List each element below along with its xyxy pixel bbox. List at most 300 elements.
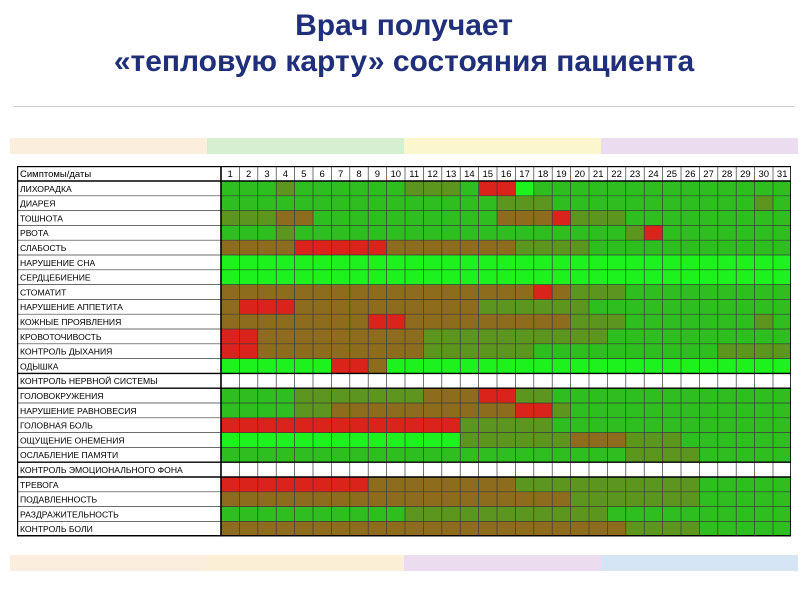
heatmap-cell [626,270,644,285]
heatmap-cell [405,211,423,226]
heatmap-cell [699,240,717,255]
heatmap-cell [350,329,368,344]
heatmap-cell [405,240,423,255]
date-label: 19 [556,169,567,180]
heatmap-cell [479,477,497,492]
heatmap-cell [497,285,515,300]
heatmap-cell [736,196,754,211]
heatmap-cell [442,344,460,359]
heatmap-cell [589,433,607,448]
heatmap-cell [497,477,515,492]
band-segment [10,555,207,571]
heatmap-cell [626,433,644,448]
heatmap-cell [295,403,313,418]
heatmap-cell [515,329,533,344]
heatmap-cell [644,225,662,240]
heatmap-cell [368,477,386,492]
heatmap-cell [460,285,478,300]
heatmap-cell [515,211,533,226]
heatmap-cell [552,255,570,270]
row-label: НАРУШЕНИЕ АППЕТИТА [20,302,123,313]
heatmap-cell [681,403,699,418]
heatmap-cell [387,240,405,255]
heatmap-cell [663,255,681,270]
heatmap-cell [571,196,589,211]
heatmap-cell [221,388,239,403]
heatmap-cell [534,299,552,314]
heatmap-cell [295,240,313,255]
heatmap-cell [331,403,349,418]
heatmap-cell [479,329,497,344]
heatmap-cell [442,447,460,462]
heatmap-cell [699,388,717,403]
heatmap-cell [699,492,717,507]
heatmap-cell [718,507,736,522]
date-label: 14 [464,169,475,180]
heatmap-cell [589,359,607,374]
heatmap-cell [368,299,386,314]
date-label: 31 [776,169,788,180]
heatmap-cell [515,299,533,314]
heatmap-cell [681,344,699,359]
heatmap-cell [387,225,405,240]
heatmap-cell [442,521,460,536]
row-label: РВОТА [20,228,49,239]
heatmap-cell [552,403,570,418]
heatmap-cell [258,462,276,477]
heatmap-cell [736,359,754,374]
heatmap-cell [497,507,515,522]
heatmap-cell [368,255,386,270]
heatmap-cell [258,521,276,536]
heatmap-cell [239,359,257,374]
heatmap-cell [368,225,386,240]
heatmap-cell [589,211,607,226]
heatmap-cell [239,211,257,226]
heatmap-cell [221,225,239,240]
heatmap-cell [589,225,607,240]
heatmap-cell [368,211,386,226]
heatmap-cell [534,211,552,226]
row-label: НАРУШЕНИЕ РАВНОВЕСИЯ [20,405,137,416]
heatmap-cell [755,403,773,418]
heatmap-cell [552,507,570,522]
heatmap-cell [350,211,368,226]
heatmap-cell [442,492,460,507]
heatmap-cell [221,418,239,433]
heatmap-cell [534,477,552,492]
heatmap-cell [571,299,589,314]
heatmap-cell [423,181,441,196]
heatmap-cell [773,433,791,448]
heatmap-cell [442,314,460,329]
row-label: НАРУШЕНИЕ СНА [20,257,96,268]
heatmap-cell [644,403,662,418]
heatmap-cell [718,181,736,196]
heatmap-cell [497,329,515,344]
heatmap-cell [552,433,570,448]
heatmap-cell [515,388,533,403]
heatmap-cell [552,462,570,477]
heatmap-cell [699,225,717,240]
title-divider [14,106,794,107]
date-label: 8 [356,169,362,180]
heatmap-cell [350,388,368,403]
heatmap-cell [221,507,239,522]
heatmap-cell [699,285,717,300]
heatmap-cell [239,403,257,418]
heatmap-cell [681,373,699,388]
heatmap-cell [460,418,478,433]
heatmap-cell [405,181,423,196]
heatmap-cell [276,211,294,226]
heatmap-cell [331,314,349,329]
heatmap-cell [479,388,497,403]
heatmap-cell [552,373,570,388]
heatmap-cell [626,225,644,240]
heatmap-cell [258,225,276,240]
heatmap-cell [718,285,736,300]
heatmap-cell [479,211,497,226]
heatmap-cell [755,433,773,448]
heatmap-cell [718,521,736,536]
heatmap-cell [276,329,294,344]
title-line-1: Врач получает [295,9,513,42]
heatmap-cell [626,329,644,344]
row-label: ТРЕВОГА [20,479,59,490]
heatmap-cell [295,270,313,285]
heatmap-cell [387,314,405,329]
heatmap-cell [607,225,625,240]
heatmap-cell [276,225,294,240]
heatmap-cell [331,521,349,536]
heatmap-cell [681,447,699,462]
heatmap-cell [681,329,699,344]
heatmap-cell [479,255,497,270]
heatmap-cell [718,492,736,507]
heatmap-cell [276,388,294,403]
heatmap-cell [350,255,368,270]
heatmap-cell [755,211,773,226]
heatmap-cell [239,507,257,522]
heatmap-cell [405,314,423,329]
heatmap-cell [718,270,736,285]
date-label: 23 [629,169,641,180]
heatmap-cell [313,329,331,344]
heatmap-cell [331,462,349,477]
heatmap-cell [350,225,368,240]
heatmap-cell [368,329,386,344]
row-label: КРОВОТОЧИВОСТЬ [20,331,102,342]
heatmap-cell [497,462,515,477]
heatmap-cell [313,211,331,226]
heatmap-cell [442,403,460,418]
heatmap-cell [258,447,276,462]
heatmap-cell [607,329,625,344]
heatmap-cell [442,225,460,240]
heatmap-cell [699,314,717,329]
heatmap-cell [295,521,313,536]
heatmap-cell [276,403,294,418]
heatmap-cell [663,477,681,492]
date-label: 22 [611,169,622,180]
heatmap-cell [423,403,441,418]
heatmap-cell [331,359,349,374]
heatmap-cell [736,433,754,448]
row-label: СЛАБОСТЬ [20,243,67,253]
heatmap-cell [313,181,331,196]
heatmap-cell [423,507,441,522]
heatmap-cell [718,240,736,255]
date-label: 1 [227,169,233,180]
row-label: КОЖНЫЕ ПРОЯВЛЕНИЯ [20,317,122,327]
heatmap-cell [221,329,239,344]
heatmap-cell [368,240,386,255]
heatmap-cell [313,403,331,418]
heatmap-cell [368,373,386,388]
heatmap-cell [589,373,607,388]
heatmap-cell [331,285,349,300]
heatmap-cell [663,240,681,255]
heatmap-cell [571,270,589,285]
heatmap-cell [626,181,644,196]
band-segment [207,138,404,154]
heatmap-cell [773,344,791,359]
heatmap-cell [736,462,754,477]
heatmap-cell [423,492,441,507]
heatmap-cell [350,270,368,285]
heatmap-cell [479,225,497,240]
heatmap-cell [479,240,497,255]
heatmap-cell [423,344,441,359]
heatmap-cell [607,373,625,388]
heatmap-cell [497,418,515,433]
heatmap-cell [663,373,681,388]
heatmap-cell [607,388,625,403]
date-label: 7 [337,169,344,180]
heatmap-cell [736,344,754,359]
heatmap-cell [258,329,276,344]
heatmap-cell [387,447,405,462]
heatmap-cell [387,373,405,388]
heatmap-cell [589,314,607,329]
heatmap-cell [681,507,699,522]
heatmap-cell [773,447,791,462]
heatmap-cell [387,507,405,522]
heatmap-cell [442,181,460,196]
row-label: ГОЛОВНАЯ БОЛЬ [20,420,93,431]
heatmap-cell [442,329,460,344]
heatmap-cell [295,447,313,462]
heatmap-cell [681,521,699,536]
heatmap-cell [755,492,773,507]
row-label: ГОЛОВОКРУЖЕНИЯ [20,391,104,401]
heatmap-cell [350,521,368,536]
heatmap-cell [718,477,736,492]
heatmap-cell [387,255,405,270]
heatmap-cell [773,359,791,374]
heatmap-cell [405,388,423,403]
heatmap-cell [534,403,552,418]
heatmap-cell [331,344,349,359]
heatmap-cell [534,418,552,433]
heatmap-cell [239,447,257,462]
heatmap-cell [736,373,754,388]
heatmap-cell [368,285,386,300]
heatmap-cell [534,521,552,536]
heatmap-cell [515,359,533,374]
heatmap-cell [552,314,570,329]
heatmap-cell [534,270,552,285]
heatmap-cell [331,225,349,240]
heatmap-cell [773,403,791,418]
heatmap-cell [221,521,239,536]
heatmap-cell [239,418,257,433]
heatmap-cell [681,196,699,211]
heatmap-cell [755,285,773,300]
heatmap-cell [736,255,754,270]
heatmap-cell [571,477,589,492]
heatmap-cell [295,181,313,196]
heatmap-cell [387,196,405,211]
heatmap-cell [295,359,313,374]
heatmap-cell [718,255,736,270]
heatmap-cell [515,507,533,522]
date-label: 24 [648,169,659,180]
heatmap-cell [313,477,331,492]
heatmap-cell [313,344,331,359]
heatmap-cell [368,507,386,522]
heatmap-cell [405,418,423,433]
heatmap-cell [515,255,533,270]
heatmap-cell [350,344,368,359]
decorative-band-top [10,138,798,154]
heatmap-cell [387,270,405,285]
heatmap-cell [607,285,625,300]
heatmap-cell [736,299,754,314]
heatmap-cell [552,492,570,507]
heatmap-cell [681,225,699,240]
heatmap-cell [699,433,717,448]
heatmap-cell [663,462,681,477]
heatmap-cell [276,507,294,522]
heatmap-cell [313,255,331,270]
heatmap-cell [313,507,331,522]
heatmap-cell [626,462,644,477]
heatmap-cell [681,211,699,226]
heatmap-cell [258,507,276,522]
row-label: РАЗДРАЖИТЕЛЬНОСТЬ [20,509,119,520]
heatmap-cell [497,373,515,388]
heatmap-cell [405,477,423,492]
heatmap-cell [239,240,257,255]
heatmap-cell [479,359,497,374]
heatmap-cell [773,240,791,255]
heatmap-cell [589,240,607,255]
row-label: КОНТРОЛЬ НЕРВНОЙ СИСТЕМЫ [20,376,158,387]
heatmap-cell [497,196,515,211]
row-label: КОНТРОЛЬ ЭМОЦИОНАЛЬНОГО ФОНА [20,465,183,475]
heatmap-cell [368,270,386,285]
heatmap-cell [239,344,257,359]
heatmap-cell [534,181,552,196]
heatmap-cell [644,447,662,462]
heatmap-cell [497,255,515,270]
heatmap-cell [552,285,570,300]
heatmap-cell [589,462,607,477]
heatmap-cell [313,373,331,388]
heatmap-cell [350,447,368,462]
heatmap-cell [423,314,441,329]
band-segment [601,555,798,571]
heatmap-cell [571,492,589,507]
heatmap-cell [571,181,589,196]
heatmap-cell [755,418,773,433]
heatmap-cell [331,507,349,522]
heatmap-cell [313,388,331,403]
heatmap-cell [350,418,368,433]
heatmap-cell [534,433,552,448]
heatmap-cell [423,196,441,211]
heatmap-cell [736,521,754,536]
heatmap-cell [571,225,589,240]
date-label: 16 [500,169,512,180]
heatmap-cell [681,418,699,433]
heatmap-cell [534,285,552,300]
heatmap-cell [571,329,589,344]
heatmap-cell [239,196,257,211]
heatmap-cell [258,314,276,329]
heatmap-cell [405,521,423,536]
heatmap-cell [736,388,754,403]
heatmap-cell [534,492,552,507]
heatmap-cell [221,270,239,285]
heatmap-cell [221,240,239,255]
decorative-band-bottom [10,555,798,571]
heatmap-cell [331,270,349,285]
heatmap-cell [589,270,607,285]
date-label: 6 [319,169,325,180]
heatmap-cell [276,240,294,255]
heatmap-cell [460,270,478,285]
heatmap-cell [681,181,699,196]
heatmap-cell [755,329,773,344]
heatmap-cell [479,196,497,211]
heatmap-cell [644,373,662,388]
heatmap-cell [221,285,239,300]
heatmap-cell [755,344,773,359]
heatmap-cell [258,240,276,255]
date-label: 13 [445,169,457,180]
heatmap-cell [644,196,662,211]
heatmap-cell [295,225,313,240]
heatmap-cell [442,255,460,270]
heatmap-cell [460,373,478,388]
heatmap-cell [460,181,478,196]
heatmap-cell [607,196,625,211]
row-label: КОНТРОЛЬ БОЛИ [20,524,93,535]
heatmap-cell [295,492,313,507]
heatmap-cell [258,373,276,388]
heatmap-cell [497,211,515,226]
heatmap-cell [663,507,681,522]
heatmap-cell [387,181,405,196]
heatmap-cell [607,521,625,536]
heatmap-table [17,166,791,547]
heatmap-cell [423,359,441,374]
date-label: 9 [374,169,381,180]
heatmap-cell [644,314,662,329]
